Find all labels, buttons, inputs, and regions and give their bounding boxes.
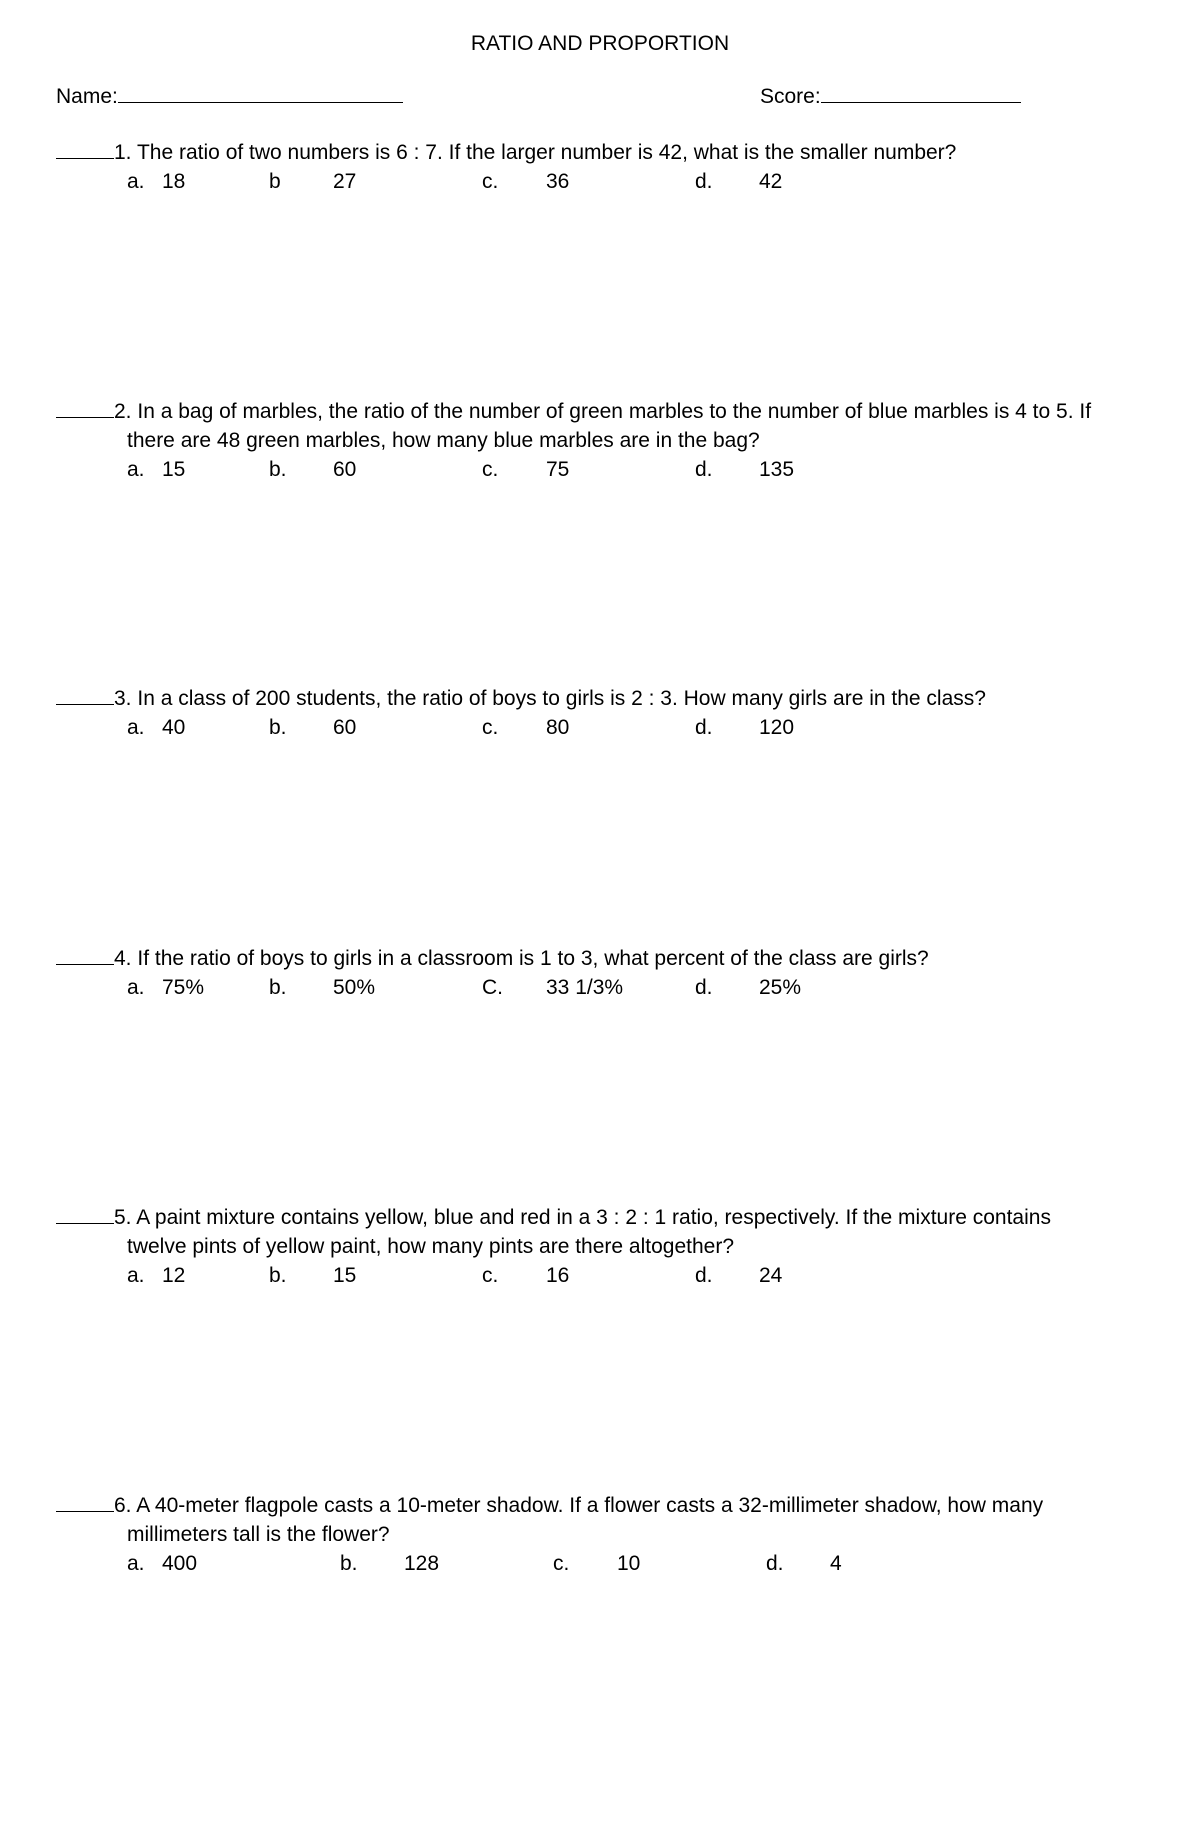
choice-label: a.: [127, 170, 145, 193]
choice-d[interactable]: [766, 1549, 842, 1578]
question-number: 3.: [114, 687, 132, 710]
choice-value: 18: [162, 170, 186, 193]
choice-value: 16: [546, 1264, 570, 1287]
choice-b[interactable]: [269, 167, 357, 196]
choice-b[interactable]: [269, 973, 376, 1002]
choice-d[interactable]: [695, 455, 795, 484]
question-line: [56, 138, 1146, 167]
choice-label: d.: [695, 1264, 713, 1287]
choice-c[interactable]: [553, 1549, 641, 1578]
choice-label: d.: [695, 976, 713, 999]
choice-label: b.: [269, 1264, 287, 1287]
question-line: [56, 1491, 1146, 1520]
question-text: If the ratio of boys to girls in a classroom is 1 to 3, what percent of the class are girls?: [137, 947, 929, 970]
choice-label: d.: [766, 1552, 784, 1575]
choice-label: b.: [269, 716, 287, 739]
choice-label: d.: [695, 458, 713, 481]
answer-blank[interactable]: [56, 1203, 114, 1224]
question-text: A paint mixture contains yellow, blue and red in a 3 : 2 : 1 ratio, respectively. If the mixture contains: [136, 1206, 1051, 1229]
choice-label: c.: [482, 458, 499, 481]
question-line: [56, 397, 1146, 426]
choice-value: 75%: [162, 976, 205, 999]
question-number: 4.: [114, 947, 132, 970]
choice-label: d.: [695, 716, 713, 739]
page-title: RATIO AND PROPORTION: [470, 32, 730, 55]
question-text: The ratio of two numbers is 6 : 7. If the larger number is 42, what is the smaller number?: [136, 141, 957, 164]
choice-label: C.: [482, 976, 503, 999]
answer-choices: [56, 167, 1146, 196]
choice-label: a.: [127, 458, 145, 481]
choice-a[interactable]: [127, 1261, 186, 1290]
question-number: 1.: [114, 141, 132, 164]
choice-label: d.: [695, 170, 713, 193]
question-text-continuation: there are 48 green marbles, how many blue marbles are in the bag?: [127, 429, 760, 452]
answer-choices: [56, 973, 1146, 1002]
question-5: [56, 1203, 1146, 1290]
choice-label: b: [269, 170, 281, 193]
choice-value: 15: [333, 1264, 357, 1287]
answer-blank[interactable]: [56, 944, 114, 965]
choice-label: a.: [127, 716, 145, 739]
choice-b[interactable]: [269, 455, 357, 484]
choice-b[interactable]: [340, 1549, 440, 1578]
choice-c[interactable]: [482, 973, 624, 1002]
name-label: Name:: [56, 85, 118, 108]
question-text: In a class of 200 students, the ratio of boys to girls is 2 : 3. How many girls are in the class?: [137, 687, 986, 710]
choice-value: 33 1/3%: [546, 976, 624, 999]
score-blank-line[interactable]: [821, 82, 1021, 103]
choice-value: 4: [830, 1552, 842, 1575]
question-6: [56, 1491, 1146, 1578]
choice-a[interactable]: [127, 973, 205, 1002]
choice-value: 27: [333, 170, 357, 193]
choice-d[interactable]: [695, 167, 783, 196]
choice-label: b.: [269, 458, 287, 481]
answer-choices: [56, 455, 1146, 484]
choice-label: c.: [482, 1264, 499, 1287]
choice-label: a.: [127, 1264, 145, 1287]
choice-value: 15: [162, 458, 186, 481]
question-2: [56, 397, 1146, 484]
question-number: 2.: [114, 400, 132, 423]
choice-value: 12: [162, 1264, 186, 1287]
choice-value: 120: [759, 716, 795, 739]
choice-value: 42: [759, 170, 783, 193]
choice-value: 40: [162, 716, 186, 739]
choice-value: 128: [404, 1552, 440, 1575]
question-text-continuation: millimeters tall is the flower?: [127, 1523, 390, 1546]
name-field[interactable]: [56, 82, 403, 111]
choice-value: 24: [759, 1264, 783, 1287]
choice-label: b.: [269, 976, 287, 999]
choice-c[interactable]: [482, 1261, 570, 1290]
question-number: 5.: [114, 1206, 132, 1229]
choice-a[interactable]: [127, 1549, 198, 1578]
choice-d[interactable]: [695, 973, 802, 1002]
answer-choices: [56, 713, 1146, 742]
choice-label: c.: [482, 716, 499, 739]
question-line: [56, 1203, 1146, 1232]
choice-value: 75: [546, 458, 570, 481]
score-label: Score:: [760, 85, 821, 108]
choice-a[interactable]: [127, 167, 186, 196]
answer-choices: [56, 1261, 1146, 1290]
choice-value: 400: [162, 1552, 198, 1575]
choice-c[interactable]: [482, 713, 570, 742]
question-3: [56, 684, 1146, 742]
answer-blank[interactable]: [56, 1491, 114, 1512]
choice-label: a.: [127, 976, 145, 999]
question-text: In a bag of marbles, the ratio of the number of green marbles to the number of blue marbles is 4 to 5. If: [137, 400, 1092, 423]
choice-value: 135: [759, 458, 795, 481]
choice-a[interactable]: [127, 455, 186, 484]
answer-choices: [56, 1549, 1146, 1578]
choice-label: c.: [482, 170, 499, 193]
choice-value: 80: [546, 716, 570, 739]
choice-c[interactable]: [482, 455, 570, 484]
answer-blank[interactable]: [56, 397, 114, 418]
question-number: 6.: [114, 1494, 132, 1517]
score-field[interactable]: [760, 82, 1021, 111]
answer-blank[interactable]: [56, 138, 114, 159]
choice-b[interactable]: [269, 1261, 357, 1290]
choice-value: 50%: [333, 976, 376, 999]
question-1: [56, 138, 1146, 196]
question-line: [56, 684, 1146, 713]
choice-d[interactable]: [695, 713, 795, 742]
question-4: [56, 944, 1146, 1002]
choice-value: 60: [333, 458, 357, 481]
choice-value: 36: [546, 170, 570, 193]
choice-a[interactable]: [127, 713, 186, 742]
choice-value: 10: [617, 1552, 641, 1575]
choice-label: c.: [553, 1552, 570, 1575]
name-blank-line[interactable]: [118, 82, 403, 103]
choice-c[interactable]: [482, 167, 570, 196]
choice-b[interactable]: [269, 713, 357, 742]
choice-label: a.: [127, 1552, 145, 1575]
question-text: A 40-meter flagpole casts a 10-meter shadow. If a flower casts a 32-millimeter shadow, how many: [136, 1494, 1044, 1517]
choice-value: 60: [333, 716, 357, 739]
choice-value: 25%: [759, 976, 802, 999]
question-line: [56, 944, 1146, 973]
answer-blank[interactable]: [56, 684, 114, 705]
choice-label: b.: [340, 1552, 358, 1575]
choice-d[interactable]: [695, 1261, 783, 1290]
question-text-continuation: twelve pints of yellow paint, how many pints are there altogether?: [127, 1235, 735, 1258]
